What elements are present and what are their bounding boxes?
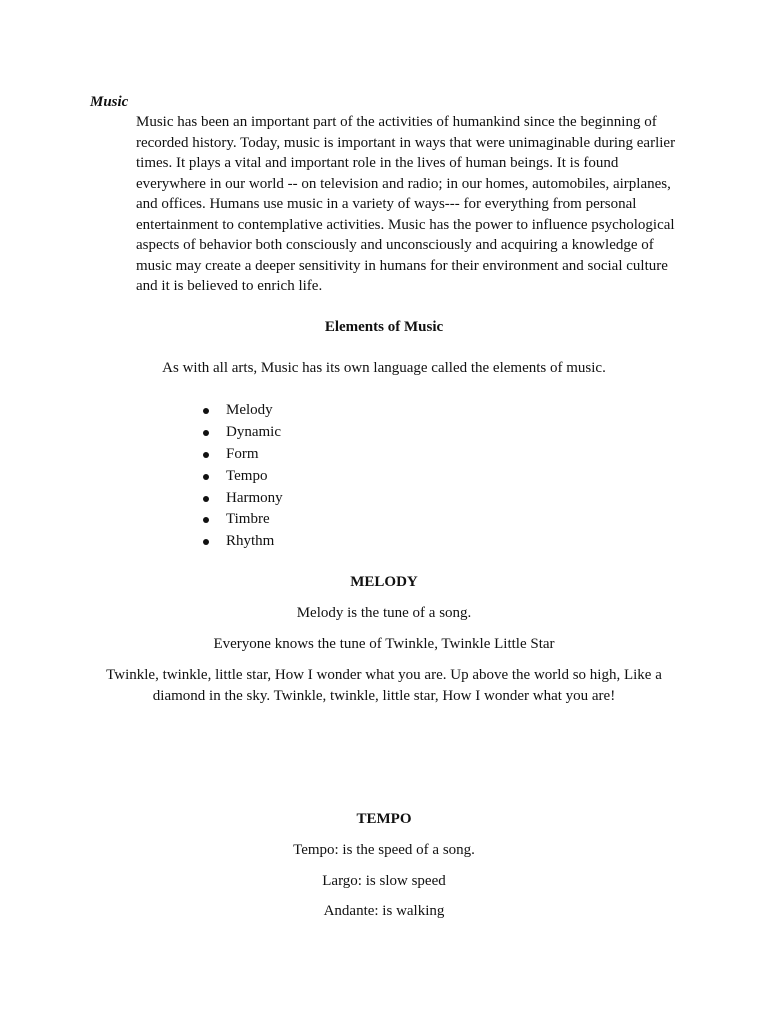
tempo-largo: Largo: is slow speed [322,873,446,889]
bullet-icon [203,452,209,458]
tempo-andante: Andante: is walking [323,903,445,919]
list-item [200,422,283,444]
bullet-icon [203,496,209,502]
melody-definition: Melody is the tune of a song. [296,605,472,621]
melody-heading: MELODY [350,574,418,590]
melody-example-intro: Everyone knows the tune of Twinkle, Twinkle Little Star [213,636,555,652]
music-paragraph: Music has been an important part of the activities of humankind since the beginning of recorded history. Today, music is important in ways that were unimaginable during earlier times. It plays a vital and important role in the lives of human beings. It is found everywhere in our world -- on television and radio; in our homes, automobiles, airplanes, and offices. Humans use music in a variety of ways--- for everything from personal entertainment to contemplative activities. Music has the power to influence psychological aspects of behavior both consciously and unconsciously and acquiring a knowledge of music may create a deeper sensitivity in humans for their environment and social culture and it is believed to enrich life. [136,114,676,294]
list-item-label: Melody [226,402,273,418]
melody-lyrics: Twinkle, twinkle, little star, How I wonder what you are. Up above the world so high, Like a diamond in the sky. Twinkle, twinkle, little star, How I wonder what you are! [106,667,662,704]
list-item-label: Tempo [226,467,268,484]
list-item [200,466,283,488]
bullet-icon [203,474,209,480]
tempo-heading: TEMPO [356,811,412,827]
list-item-label: Harmony [226,489,283,506]
list-item [200,488,283,510]
list-item-label: Dynamic [226,423,281,440]
music-heading: Music [90,94,129,110]
list-item [200,400,283,422]
bullet-icon [203,539,209,545]
bullet-icon [203,408,209,414]
list-item [200,531,283,553]
list-item-label: Timbre [226,511,270,528]
list-item-label: Form [226,445,259,462]
list-item-label: Rhythm [226,533,275,550]
bullet-icon [203,430,209,436]
elements-list [200,400,283,553]
bullet-icon [203,517,209,523]
list-item [200,509,283,531]
tempo-definition: Tempo: is the speed of a song. [293,842,475,858]
elements-intro: As with all arts, Music has its own language called the elements of music. [162,360,606,376]
list-item [200,444,283,466]
elements-heading: Elements of Music [324,319,444,335]
